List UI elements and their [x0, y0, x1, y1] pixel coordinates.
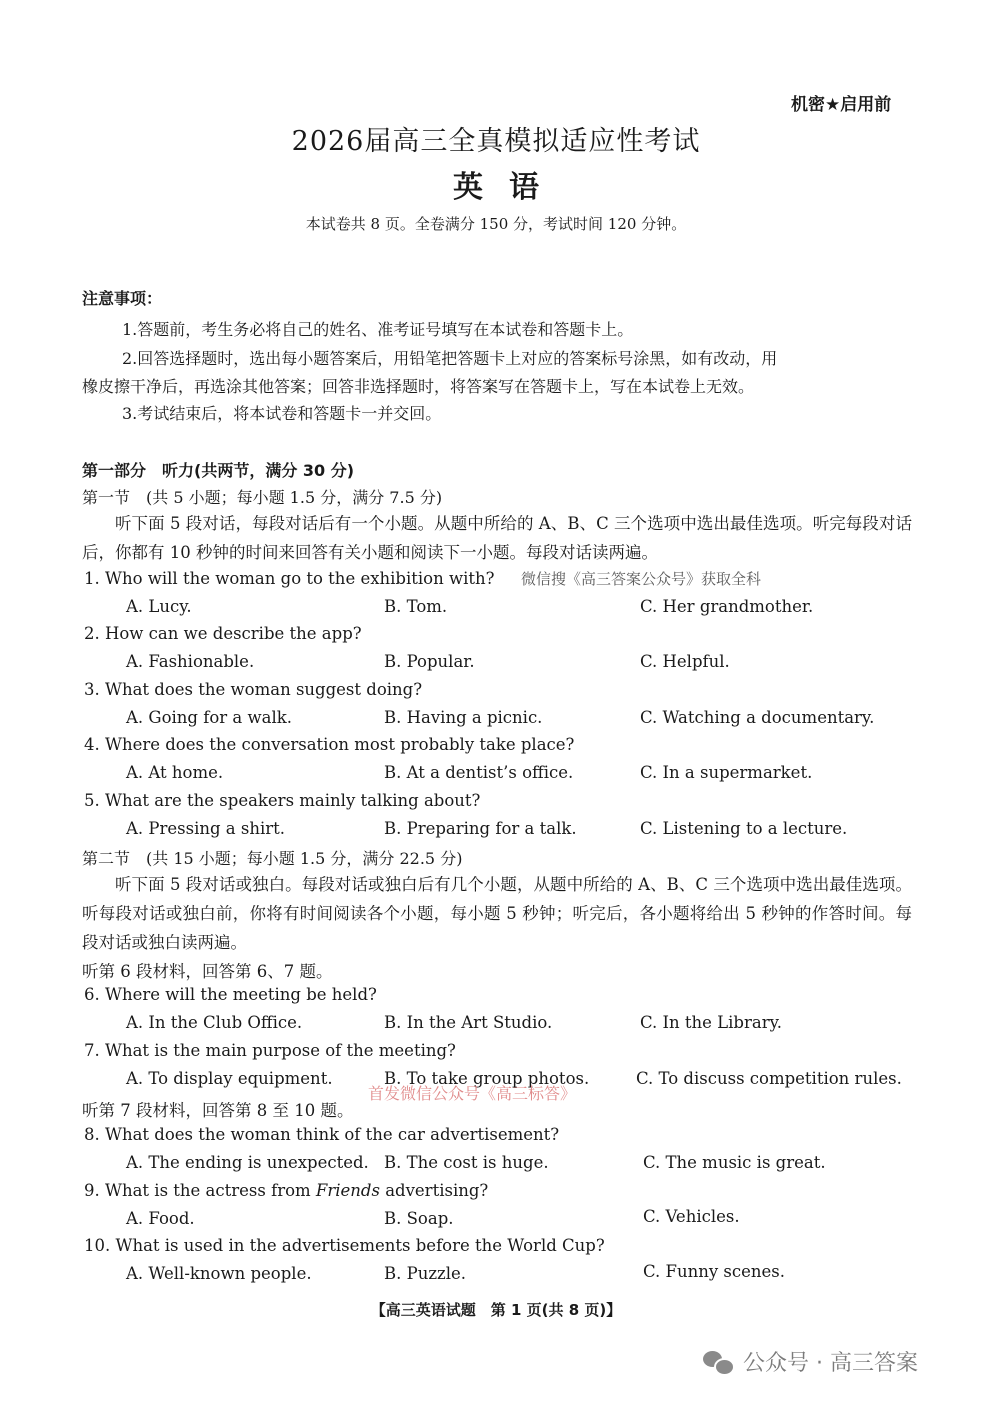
option-5a: A. Pressing a shirt.	[126, 819, 286, 838]
subject-title: 英语	[453, 170, 565, 205]
question-4: 4. Where does the conversation most probably take place?	[84, 735, 575, 754]
option-6c: C. In the Library.	[640, 1013, 782, 1032]
option-10a: A. Well-known people.	[126, 1264, 312, 1283]
part-1-title: 第一部分 听力(共两节，满分 30 分)	[82, 461, 355, 480]
option-1a: A. Lucy.	[126, 597, 192, 616]
notice-item-1: 1.答题前，考生务必将自己的姓名、准考证号填写在本试卷和答题卡上。	[122, 320, 634, 339]
option-1b: B. Tom.	[384, 597, 448, 616]
notice-item-3: 3.考试结束后，将本试卷和答题卡一并交回。	[122, 404, 442, 423]
option-4a: A. At home.	[126, 763, 224, 782]
watermark-gray: 微信搜《高三答案公众号》获取全科	[521, 570, 762, 588]
wechat-badge[interactable]	[703, 1346, 918, 1377]
section-1-instructions: 听下面 5 段对话，每段对话后有一个小题。从题中所给的 A、B、C 三个选项中选出最佳选项。听完每段对话后，你都有 10 秒钟的时间来回答有关小题和阅读下一小题。每段对话读两遍。	[82, 514, 912, 562]
option-7c: C. To discuss competition rules.	[636, 1069, 902, 1088]
option-8b: B. The cost is huge.	[384, 1153, 549, 1172]
option-1c: C. Her grandmother.	[640, 597, 814, 616]
option-4b: B. At a dentist’s office.	[384, 763, 574, 782]
question-10: 10. What is used in the advertisements before the World Cup?	[84, 1236, 605, 1255]
section-2-instructions: 听下面 5 段对话或独白。每段对话或独白后有几个小题，从题中所给的 A、B、C 三个选项中选出最佳选项。听每段对话或独白前，你将有时间阅读各个小题，每小题 5 秒钟；听完后，各小题将给出 5 秒钟的作答时间。每段对话或独白读两遍。	[82, 875, 912, 952]
option-5b: B. Preparing for a talk.	[384, 819, 577, 838]
option-8c: C. The music is great.	[643, 1153, 826, 1172]
option-6a: A. In the Club Office.	[126, 1013, 303, 1032]
question-3: 3. What does the woman suggest doing?	[84, 680, 423, 699]
notice-item-2-cont: 橡皮擦干净后，再选涂其他答案；回答非选择题时，将答案写在答题卡上，写在本试卷上无效。	[82, 377, 755, 396]
option-5c: C. Listening to a lecture.	[640, 819, 848, 838]
question-9-title: Friends	[315, 1181, 380, 1200]
option-2b: B. Popular.	[384, 652, 475, 671]
option-7a: A. To display equipment.	[126, 1069, 333, 1088]
option-3b: B. Having a picnic.	[384, 708, 543, 727]
option-9b: B. Soap.	[384, 1209, 454, 1228]
wechat-badge-text: 公众号 · 高三答案	[743, 1351, 918, 1376]
option-6b: B. In the Art Studio.	[384, 1013, 553, 1032]
option-10b: B. Puzzle.	[384, 1264, 467, 1283]
page-footer: 【高三英语试题 第 1 页(共 8 页)】	[370, 1301, 622, 1319]
exam-title: 2026届高三全真模拟适应性考试	[291, 126, 701, 157]
option-9c: C. Vehicles.	[643, 1207, 740, 1226]
question-2: 2. How can we describe the app?	[84, 624, 362, 643]
question-7: 7. What is the main purpose of the meeting?	[84, 1041, 456, 1060]
wechat-icon	[703, 1349, 733, 1375]
option-9a: A. Food.	[126, 1209, 195, 1228]
section-1-title: 第一节 (共 5 小题；每小题 1.5 分，满分 7.5 分)	[82, 488, 443, 507]
confidential-mark: 机密★启用前	[791, 95, 892, 115]
material-6-label: 听第 6 段材料，回答第 6、7 题。	[82, 962, 333, 981]
option-7b: B. To take group photos.	[384, 1069, 590, 1088]
question-1: 1. Who will the woman go to the exhibition with?	[84, 569, 495, 588]
exam-info: 本试卷共 8 页。全卷满分 150 分，考试时间 120 分钟。	[305, 215, 687, 233]
option-4c: C. In a supermarket.	[640, 763, 813, 782]
notice-heading: 注意事项：	[82, 289, 163, 308]
option-3c: C. Watching a documentary.	[640, 708, 875, 727]
watermark-red: 首发微信公众号《高三标答》	[368, 1084, 577, 1103]
section-2-title: 第二节 (共 15 小题；每小题 1.5 分，满分 22.5 分)	[82, 849, 463, 868]
option-2c: C. Helpful.	[640, 652, 730, 671]
question-9-text-post: advertising?	[379, 1181, 489, 1200]
question-5: 5. What are the speakers mainly talking about?	[84, 791, 481, 810]
option-8a: A. The ending is unexpected.	[126, 1153, 369, 1172]
question-9	[84, 1181, 488, 1200]
option-2a: A. Fashionable.	[126, 652, 255, 671]
question-8: 8. What does the woman think of the car advertisement?	[84, 1125, 560, 1144]
option-10c: C. Funny scenes.	[643, 1262, 785, 1281]
question-6: 6. Where will the meeting be held?	[84, 985, 377, 1004]
question-9-text-pre: 9. What is the actress from	[84, 1181, 316, 1200]
material-7-label: 听第 7 段材料，回答第 8 至 10 题。	[82, 1101, 354, 1120]
option-3a: A. Going for a walk.	[126, 708, 292, 727]
notice-item-2: 2.回答选择题时，选出每小题答案后，用铅笔把答题卡上对应的答案标号涂黑，如有改动，用	[122, 349, 778, 368]
